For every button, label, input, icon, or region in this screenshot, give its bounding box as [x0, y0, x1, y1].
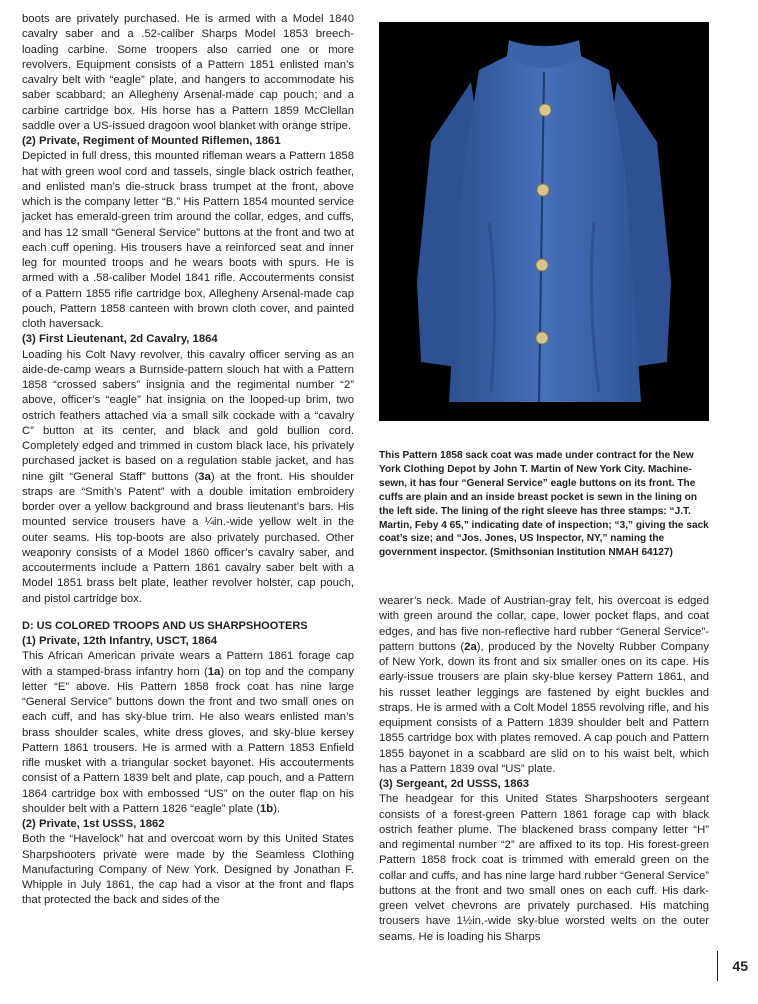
subheading: (2) Private, 1st USSS, 1862 — [22, 818, 165, 830]
plate-reference: 1b — [260, 802, 274, 815]
text-run: ) on top and the company letter “E” above. His Pattern 1858 frock coat has nine large “General Service” buttons down the front and two small ones on each cuff, and has sky-blue trim. He also wears enlisted man’s brass shoulder scales, white dress gloves, and sky-blue kersey Pattern 1861 trousers. He is armed with a Pattern 1853 Enfield rifle musket with a triangular socket bayonet. His accouterments consist of a Pattern 1839 belt and plate, cap pouch, and a Pattern 1864 cartridge box with embossed “US” on the outer flap on his shoulder belt with a Pattern 1826 “eagle” plate ( — [22, 665, 354, 815]
text-run: wearer’s neck. Made of Austrian-gray felt, his overcoat is edged with green around the collar, cape, lower pocket flaps, and coat edges, and has five non-reflective hard rubber “General Service”-pattern buttons ( — [379, 595, 709, 653]
paragraph: boots are privately purchased. He is armed with a Model 1840 cavalry saber and a .52-caliber Sharps Model 1853 breech-loading carbine. Some troopers also carried one or more revolvers. Equipment consists of a Pattern 1851 enlisted man’s cavalry belt with “eagle” plate, and hangers to accommodate his saber scabbard; an Allegheny Arsenal-made cap pouch; and a carbine cartridge box. His horse has a Pattern 1859 McClellan saddle over a US-issued dragoon wool blanket with orange stripe. — [22, 13, 354, 132]
paragraph: The headgear for this United States Sharpshooters sergeant consists of a forest-green Pattern 1861 forage cap with black ostrich feather plume. The blackened brass company letter “H” and regimental number “2” are affixed to its top. His forest-green Pattern 1858 frock coat is trimmed with emerald green on the collar and cuffs, and has nine large hard rubber “General Service” buttons at the front and two small ones on each cuff. His dark-green velvet chevrons are privately purchased. His matching trousers have 1½in.-wide sky-blue worsted welts on the outer seams. He is loading his Sharps — [379, 793, 709, 943]
sack-coat-photo — [379, 22, 709, 421]
subheading: (3) Sergeant, 2d USSS, 1863 — [379, 778, 530, 790]
text-run: ) at the front. His shoulder straps are “Smith’s Patent” with a double imitation embroidery border over a yellow background and brass lieutenant’s bars. His mounted service trousers have a ¼in.-wide yellow welt in the outer seams. His top-boots are also privately purchased. Other weaponry consists of a Model 1860 officer’s cavalry saber, and accouterments include a Pattern 1861 cavalry saber belt with a Model 1851 brass belt plate, leather revolver holster, cap pouch, and pistol cartridge box. — [22, 470, 354, 605]
paragraph: Depicted in full dress, this mounted rifleman wears a Pattern 1858 hat with green wool cord and tassels, single black ostrich feather, and enlisted man’s die-struck brass trumpet at the front, above which is the company letter “B.” His Pattern 1854 mounted service jacket has emerald-green trim around the collar, edges, and cuffs, and has 12 small “General Service” buttons at the front and two at each cuff opening. His trousers have a reinforced seat and inner leg for mounted troops and he wears boots with spurs. He is armed with a .58-caliber Model 1841 rifle. Accouterments consist of a Pattern 1855 rifle cartridge box, Allegheny Arsenal-made cap pouch, Pattern 1858 canteen with brown cloth cover, and painted cloth haversack. — [22, 150, 354, 330]
text-run: This African American private wears a Pattern 1861 forage cap with a stamped-brass infantry horn ( — [22, 650, 354, 678]
sack-coat-image — [379, 22, 709, 421]
subheading: (1) Private, 12th Infantry, USCT, 1864 — [22, 635, 218, 647]
section-heading: D: US COLORED TROOPS AND US SHARPSHOOTERS — [22, 619, 308, 632]
page-number-divider — [717, 951, 718, 981]
right-column — [379, 594, 709, 945]
paragraph — [22, 649, 354, 817]
plate-reference: 3a — [198, 470, 211, 483]
text-run: ). — [273, 802, 281, 815]
text-run: Loading his Colt Navy revolver, this cavalry officer serving as an aide-de-camp wears a Burnside-pattern slouch hat with a Pattern 1858 “crossed sabers” insignia and the regimental number “2” above, officer’s “eagle” hat insignia on the looped-up brim, two ostrich feathers attached via a small silk cockade with a “cavalry C” button at its center, and black and gold bullion cord. Completely edged and trimmed in custom black lace, his privately purchased jacket is based on a regulation stable jacket, and has nine gilt “General Staff” buttons ( — [22, 348, 354, 483]
text-run: ), produced by the Novelty Rubber Company of New York, down its front and six smaller ones on its cape. His early-issue trousers are plain sky-blue kersey Pattern 1861, and his russet leather leggings are fastened by eight buckles and straps. He is armed with a Colt Model 1855 revolving rifle, and his equipment consists of a Pattern 1839 shoulder belt and Pattern 1855 cartridge box with plates removed. A cap pouch and Pattern 1855 bayonet in a scabbard are slid on to his waist belt, which has a Pattern 1839 oval “US” plate. — [379, 640, 709, 775]
figure-caption: This Pattern 1858 sack coat was made under contract for the New York Clothing Depot by John T. Martin of New York City. Machine-sewn, it has four “General Service” eagle buttons on its front. The cuffs are plain and an inside breast pocket is sewn in the lining on the left side. The lining of the right sleeve has three stamps: “J.T. Martin, Feby 4 65,” indicating date of inspection; “3,” giving the sack coat’s size; and “Jos. Jones, US Inspector, NY,” naming the government inspector. (Smithsonian Institution NMAH 64127) — [379, 450, 709, 559]
paragraph — [22, 348, 354, 607]
subheading: (3) First Lieutenant, 2d Cavalry, 1864 — [22, 333, 218, 346]
plate-reference: 1a — [207, 665, 221, 678]
paragraph — [379, 594, 709, 777]
left-column — [22, 12, 354, 909]
plate-reference: 2a — [464, 640, 477, 653]
subheading: (2) Private, Regiment of Mounted Riflemen, 1861 — [22, 135, 281, 147]
paragraph: Both the “Havelock” hat and overcoat worn by this United States Sharpshooters private were made by the Seamless Clothing Manufacturing Company of New York. Designed by Jonathan F. Whipple in July 1861, the cap had a visor at the front and flaps that protected the back and sides of the — [22, 833, 354, 907]
page-number: 45 — [732, 958, 748, 974]
